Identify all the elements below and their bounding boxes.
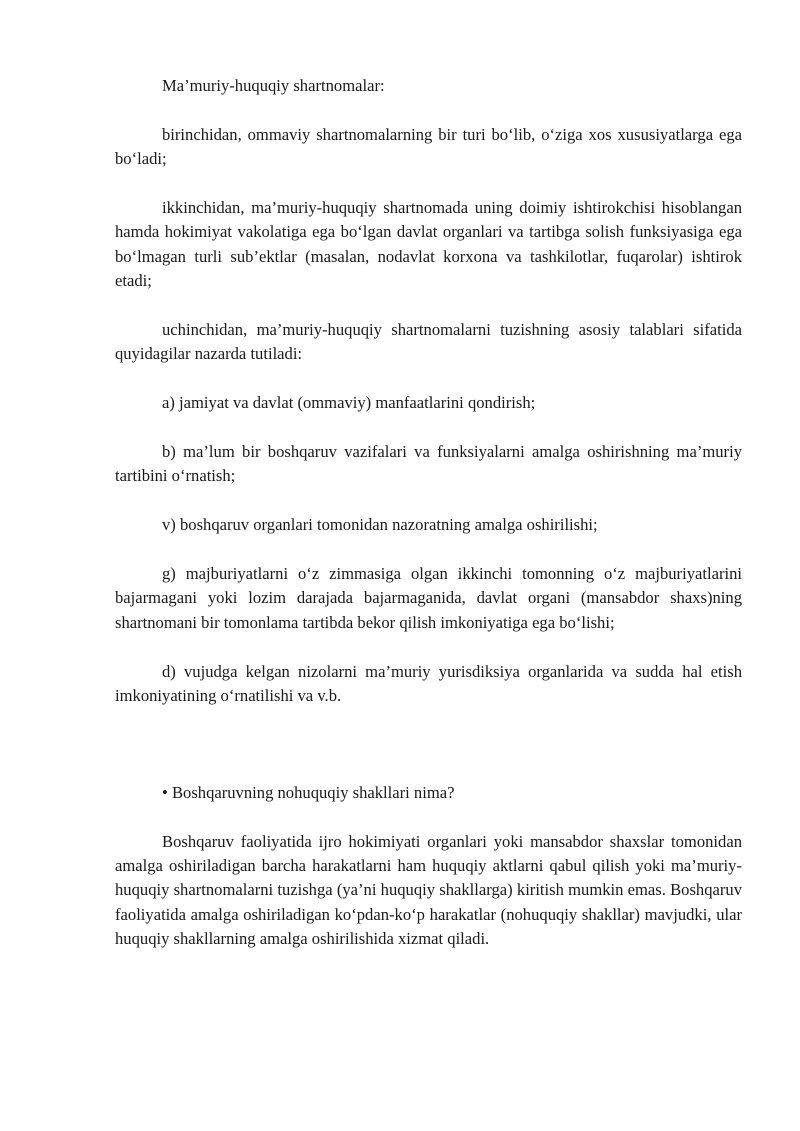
list-item-g: g) majburiyatlarni o‘z zimmasiga olgan ikkinchi tomonning o‘z majburiyatlarini bajarmagani yoki lozim darajada bajarmaganida, davlat organi (mansabdor shaxs)ning shartnomani bir tomonlama tartibda bekor qilish imkoniyatiga ega bo‘lishi;: [115, 564, 742, 632]
paragraph-third-point: uchinchidan, ma’muriy-huquqiy shartnomalarni tuzishning asosiy talablari sifatida quyidagilar nazarda tutiladi:: [115, 320, 742, 364]
question-heading: • Boshqaruvning nohuquqiy shakllari nima?: [162, 782, 455, 802]
answer-paragraph: Boshqaruv faoliyatida ijro hokimiyati organlari yoki mansabdor shaxslar tomonidan amalga oshiriladigan barcha harakatlarni ham huquqiy aktlarni qabul qilish yoki ma’muriy-huquqiy shartnomalarni tuzishga (ya’ni huquqiy shakllarga) kiritish mumkin emas. Boshqaruv faoliyatida amalga oshiriladigan ko‘pdan-ko‘p harakatlar (nohuquqiy shakllar) mavjudki, ular huquqiy shakllarning amalga oshirilishida xizmat qiladi.: [115, 831, 742, 949]
list-item-b: b) ma’lum bir boshqaruv vazifalari va funksiyalarni amalga oshirishning ma’muriy tartibini o‘rnatish;: [115, 442, 742, 486]
list-item-a: a) jamiyat va davlat (ommaviy) manfaatlarini qondirish;: [162, 393, 536, 413]
list-item-d: d) vujudga kelgan nizolarni ma’muriy yurisdiksiya organlarida va sudda hal etish imkoniyatining o‘rnatilishi va v.b.: [115, 661, 742, 706]
blank-gap: [115, 733, 742, 781]
paragraph-first-point: birinchidan, ommaviy shartnomalarning bir turi bo‘lib, o‘ziga xos xususiyatlarga ega bo‘ladi;: [115, 124, 742, 169]
paragraph-second-point: ikkinchidan, ma’muriy-huquqiy shartnomada uning doimiy ishtirokchisi hisoblangan hamda hokimiyat vakolatiga ega bo‘lgan davlat organlari va tartibga solish funksiyasiga ega bo‘lmagan turli sub’ektlar (masalan, nodavlat korxona va tashkilotlar, fuqarolar) ishtirok etadi;: [115, 198, 742, 291]
section-heading: Ma’muriy-huquqiy shartnomalar:: [162, 76, 385, 95]
document-body: [115, 74, 742, 976]
list-item-v: v) boshqaruv organlari tomonidan nazoratning amalga oshirilishi;: [162, 515, 598, 535]
